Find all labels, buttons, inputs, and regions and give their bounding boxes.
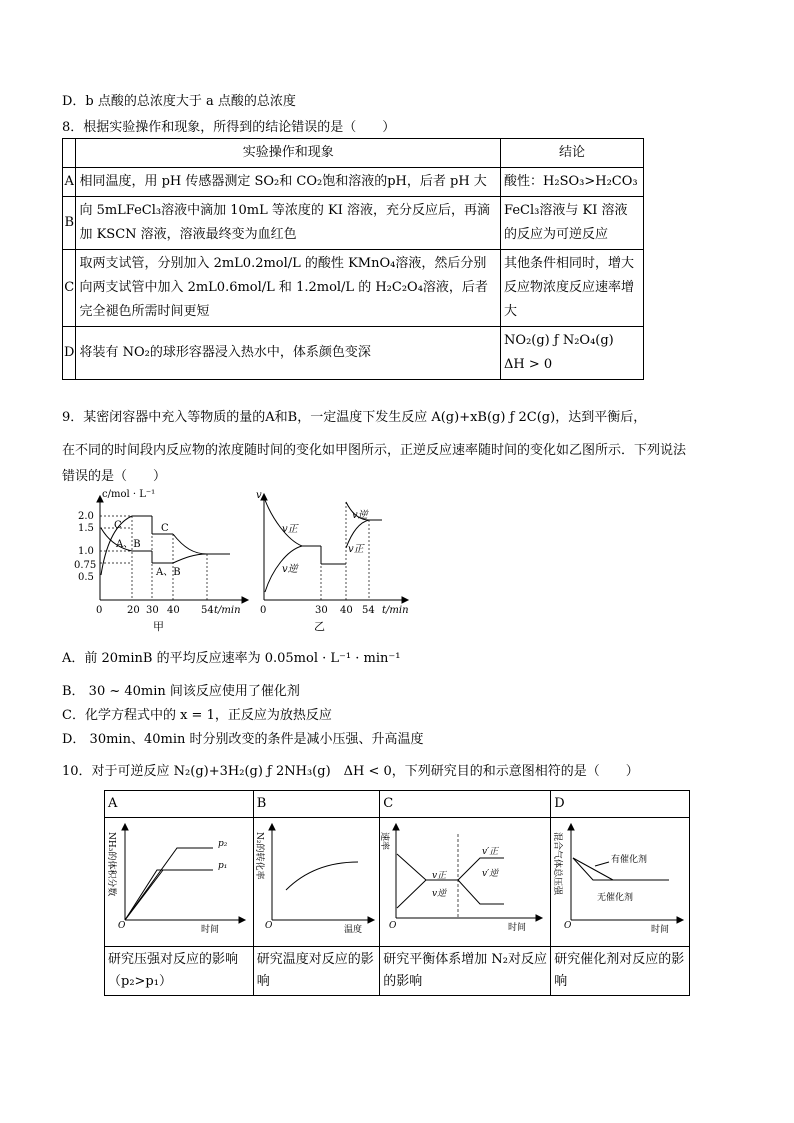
q8-row-label: B (63, 197, 76, 250)
q8-row-label: D (63, 327, 76, 380)
q10-graph-a (105, 818, 254, 947)
jia-label-ab: A、B (116, 539, 141, 550)
graph-c-ylabel: 速率 (380, 832, 390, 851)
graph-b-curve (286, 862, 358, 890)
q8-header-op: 实验操作和现象 (76, 139, 501, 168)
jia-xtick: 0 (96, 605, 103, 616)
jia-xtick: 30 (146, 605, 159, 616)
yi-xlabel: t/min (382, 605, 409, 616)
graph-b (254, 818, 376, 938)
q10-graph-d (551, 818, 690, 947)
q10-graph-row (105, 818, 690, 947)
q10-purpose-c: 研究平衡体系增加 N₂对反应的影响 (380, 947, 551, 996)
jia-xtick: 54 (201, 605, 214, 616)
jia-label-ab2: A、B (156, 567, 181, 578)
q7-option-d: D．b 点酸的总浓度大于 a 点酸的总浓度 (62, 94, 296, 109)
yi-xtick: 30 (315, 605, 328, 616)
graph-c-xlabel: 时间 (508, 923, 527, 933)
jia-ytick: 0.5 (78, 572, 94, 583)
jia-label-c2: C (161, 523, 169, 534)
q8-stem: 8．根据实验操作和现象，所得到的结论错误的是（ ） (62, 120, 396, 135)
q8-row-label: A (63, 168, 76, 197)
graph-a-curve-p1 (125, 870, 213, 920)
q8-row-label: C (63, 250, 76, 327)
figure-jia (72, 488, 252, 633)
q8-row-concl: 酸性：H₂SO₃>H₂CO₃ (501, 168, 644, 197)
q10-label-c: C (380, 791, 551, 818)
figure-yi (252, 488, 412, 633)
q9-option-a: A．前 20minB 的平均反应速率为 0.05mol · L⁻¹ · min⁻¹ (62, 651, 401, 666)
graph-d (551, 818, 685, 938)
q9-option-c: C．化学方程式中的 x = 1，正反应为放热反应 (62, 708, 332, 723)
graph-d-curve-nocatalyst (573, 858, 613, 880)
graph-c-label-vni2: v′逆 (482, 869, 499, 879)
yi-ylabel: v (256, 490, 262, 501)
q9-stem-1: 9．某密闭容器中充入等物质的量的A和B，一定温度下发生反应 A(g)+xB(g) ƒ 2C(g)，达到平衡后， (62, 410, 647, 425)
graph-a-ylabel: NH₃的体积分数 (106, 832, 116, 897)
graph-c-curve-vni2 (458, 880, 504, 904)
yi-label-vni: v逆 (282, 564, 298, 575)
q10-label-b: B (253, 791, 380, 818)
q8-header-concl: 结论 (501, 139, 644, 168)
q9-option-d: D． 30min、40min 时分别改变的条件是减小压强、升高温度 (62, 732, 424, 747)
svg-text:O: O (264, 921, 273, 931)
q9-stem-2: 在不同的时间段内反应物的浓度随时间的变化如甲图所示，正逆反应速率随时间的变化如乙图所示．下列说法 (62, 443, 687, 458)
jia-xtick: 40 (167, 605, 180, 616)
jia-ytick: 2.0 (78, 511, 94, 522)
jia-xlabel: t/min (214, 605, 241, 616)
yi-label-vzheng: v正 (282, 524, 298, 535)
q10-label-a: A (105, 791, 254, 818)
svg-text:O: O (564, 921, 572, 931)
jia-ytick: 1.5 (78, 523, 94, 534)
q10-table (104, 790, 690, 996)
q10-purpose-a: 研究压强对反应的影响（p₂>p₁） (105, 947, 254, 996)
q10-graph-c (380, 818, 551, 947)
graph-c-label-vzheng: v正 (432, 871, 447, 881)
graph-a-p2: p₂ (218, 839, 228, 849)
jia-ytick: 1.0 (78, 546, 94, 557)
graph-c (380, 818, 546, 938)
jia-caption: 甲 (153, 620, 164, 633)
q10-purpose-row (105, 947, 690, 996)
svg-text:O: O (118, 921, 126, 931)
graph-b-xlabel: 温度 (343, 925, 362, 935)
graph-a-curve-p2 (125, 848, 213, 920)
q8-row-concl: 其他条件相同时，增大反应物浓度反应速率增大 (501, 250, 644, 327)
q8-row-op: 相同温度，用 pH 传感器测定 SO₂和 CO₂饱和溶液的pH，后者 pH 大 (76, 168, 501, 197)
yi-xtick: 0 (260, 605, 267, 616)
q8-row-op: 取两支试管，分别加入 2mL0.2mol/L 的酸性 KMnO₄溶液，然后分别向两支试管中加入 2mL0.6mol/L 和 1.2mol/L 的 H₂C₂O₄溶液，后者完全褪色所需时间更短 (76, 250, 501, 327)
yi-label-vni2: v逆 (352, 510, 368, 521)
yi-xtick: 54 (362, 605, 375, 616)
graph-c-curve-vzheng (397, 854, 458, 880)
graph-c-label-vzheng2: v′正 (482, 847, 499, 857)
q9-stem-3: 错误的是（ ） (62, 469, 167, 484)
q10-graph-b (253, 818, 380, 947)
q8-row-op: 向 5mLFeCl₃溶液中滴加 10mL 等浓度的 KI 溶液，充分反应后，再滴加 KSCN 溶液，溶液最终变为血红色 (76, 197, 501, 250)
yi-label-vzheng2: v正 (348, 544, 364, 555)
graph-a-p1: p₁ (218, 861, 228, 871)
jia-ytick: 0.75 (74, 560, 97, 571)
q10-stem: 10．对于可逆反应 N₂(g)+3H₂(g) ƒ 2NH₃(g) ΔH < 0，下列研究目的和示意图相符的是（ ） (62, 764, 639, 779)
q8-header-row (63, 139, 644, 168)
yi-xtick: 40 (340, 605, 353, 616)
yi-curve-vzheng (265, 500, 302, 546)
graph-c-label-vni: v逆 (432, 889, 447, 899)
jia-label-c: C (114, 520, 122, 531)
graph-a-xlabel: 时间 (201, 925, 220, 935)
svg-text:O: O (389, 921, 397, 931)
q8-row-d (63, 327, 644, 380)
q10-label-d: D (551, 791, 690, 818)
jia-xtick: 20 (127, 605, 140, 616)
jia-ylabel: c/mol · L⁻¹ (102, 489, 156, 500)
q8-header-label (63, 139, 76, 168)
q8-row-b (63, 197, 644, 250)
q8-row-c (63, 250, 644, 327)
q10-purpose-d: 研究催化剂对反应的影响 (551, 947, 690, 996)
jia-x-arrow (242, 597, 248, 603)
q9-option-b: B． 30 ~ 40min 间该反应使用了催化剂 (62, 684, 300, 699)
q10-purpose-b: 研究温度对反应的影响 (253, 947, 380, 996)
graph-d-label-nocatalyst: 无催化剂 (597, 893, 634, 903)
q8-row-a (63, 168, 644, 197)
q8-row-concl: FeCl₃溶液与 KI 溶液的反应为可逆反应 (501, 197, 644, 250)
q8-row-op: 将装有 NO₂的球形容器浸入热水中，体系颜色变深 (76, 327, 501, 380)
q10-label-row (105, 791, 690, 818)
graph-d-label-catalyst: 有催化剂 (611, 855, 648, 865)
q8-row-d-equation: NO₂(g) ƒ N₂O₄(g) (504, 333, 614, 348)
graph-d-xlabel: 时间 (651, 925, 670, 935)
yi-caption: 乙 (314, 620, 325, 633)
graph-d-ylabel: 混合气体总压强 (552, 832, 563, 896)
graph-a (105, 818, 249, 938)
q8-table (62, 138, 644, 380)
q8-row-d-enthalpy: ΔH > 0 (504, 357, 553, 372)
q8-row-concl (501, 327, 644, 380)
graph-b-ylabel: N₂的转化率 (253, 832, 264, 880)
